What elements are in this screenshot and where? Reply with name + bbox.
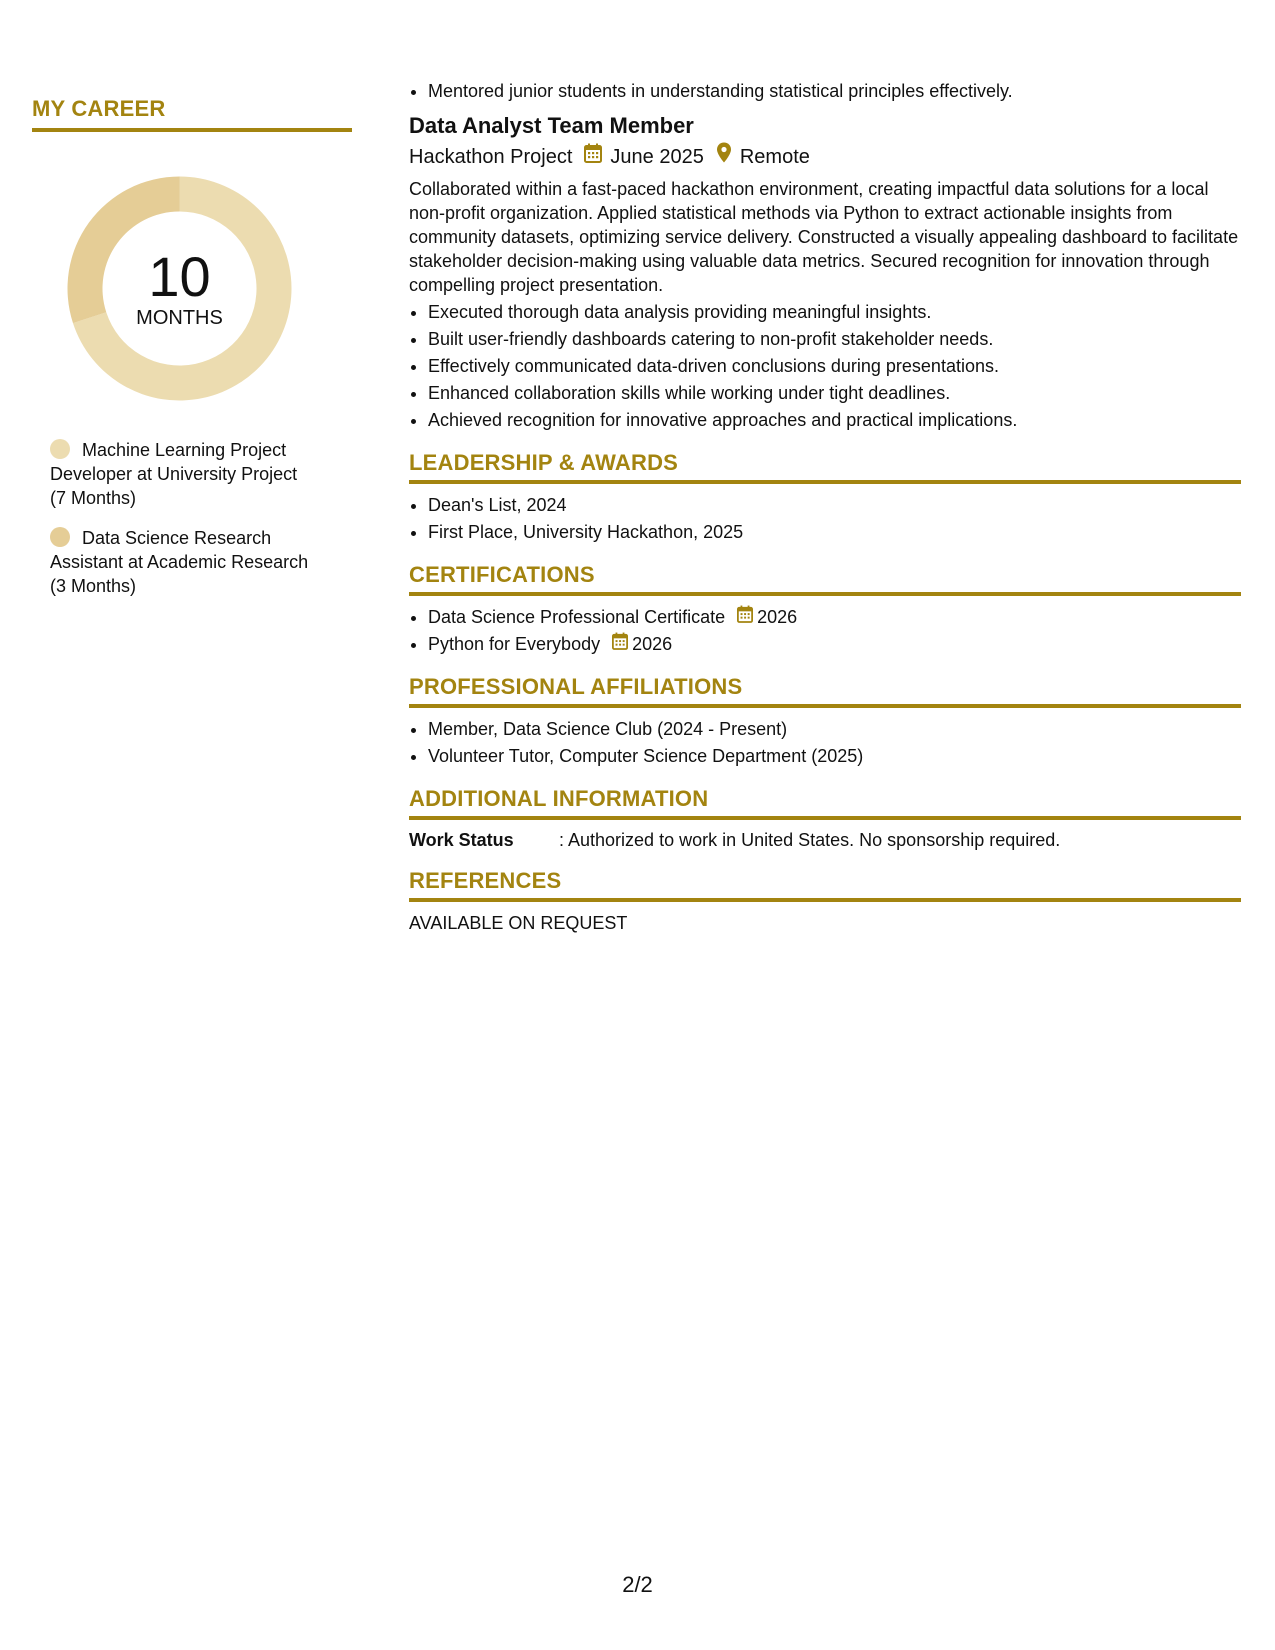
bullet-item: • Enhanced collaboration skills while working under tight deadlines. — [428, 380, 1241, 407]
job-company: Hackathon Project — [409, 146, 573, 168]
legend-label: Data Science Research Assistant at Academic Research — [50, 528, 309, 572]
references-heading: REFERENCES — [409, 868, 1241, 902]
certification-year: 2026 — [757, 607, 798, 627]
career-legend — [50, 438, 340, 614]
bullet-item: • Mentored junior students in understanding statistical principles effectively. — [428, 78, 1241, 105]
references-text: AVAILABLE ON REQUEST — [409, 913, 628, 933]
leadership-heading: LEADERSHIP & AWARDS — [409, 450, 1241, 484]
legend-label: Machine Learning Project Developer at University Project — [50, 440, 298, 484]
additional-info-heading: ADDITIONAL INFORMATION — [409, 786, 1241, 820]
career-heading: MY CAREER — [32, 96, 352, 132]
job-description: Collaborated within a fast-paced hackathon environment, creating impactful data solutions for a local non-profit organization. Applied statistical methods via Python to extract actionable insights from community datasets, optimizing service delivery. Constructed a visually appealing dashboard to facilitate stakeholder decision-making using valuable data metrics. Secured recognition for innovation through compelling project presentation. — [409, 179, 1239, 295]
location-pin-icon — [716, 141, 732, 173]
legend-dot-icon — [50, 439, 70, 459]
legend-item — [50, 438, 340, 510]
list-item: • Volunteer Tutor, Computer Science Department (2025) — [428, 743, 1241, 770]
previous-job-bullets — [409, 78, 1241, 105]
calendar-icon — [612, 631, 628, 658]
list-item: • Member, Data Science Club (2024 - Present) — [428, 716, 1241, 743]
legend-duration: (3 Months) — [50, 576, 137, 596]
work-status-row — [409, 828, 1241, 852]
legend-duration: (7 Months) — [50, 488, 137, 508]
certification-year: 2026 — [632, 634, 673, 654]
certification-item — [428, 631, 1241, 658]
bullet-item: • Built user-friendly dashboards catering to non-profit stakeholder needs. — [428, 326, 1241, 353]
job-date: June 2025 — [610, 146, 704, 168]
donut-center — [67, 176, 292, 401]
list-item: • Dean's List, 2024 — [428, 492, 1241, 519]
bullet-item: • Achieved recognition for innovative approaches and practical implications. — [428, 407, 1241, 434]
page-number: 2/2 — [622, 1572, 653, 1597]
certifications-list — [409, 604, 1241, 658]
calendar-icon — [584, 141, 602, 173]
job-location: Remote — [739, 146, 810, 168]
job-title: Data Analyst Team Member — [409, 113, 694, 138]
certifications-heading: CERTIFICATIONS — [409, 562, 1241, 596]
affiliations-heading: PROFESSIONAL AFFILIATIONS — [409, 674, 1241, 708]
career-donut-chart — [67, 176, 292, 401]
list-item: • First Place, University Hackathon, 2025 — [428, 519, 1241, 546]
affiliations-list — [409, 716, 1241, 770]
certification-name: • Data Science Professional Certificate — [428, 607, 726, 627]
job-bullets — [409, 299, 1241, 434]
certification-item — [428, 604, 1241, 631]
job-meta — [409, 141, 1241, 173]
legend-item — [50, 526, 340, 598]
main-column — [409, 78, 1241, 936]
legend-dot-icon — [50, 527, 70, 547]
bullet-item: • Executed thorough data analysis providing meaningful insights. — [428, 299, 1241, 326]
bullet-item: • Effectively communicated data-driven conclusions during presentations. — [428, 353, 1241, 380]
donut-total-unit: MONTHS — [136, 307, 223, 329]
leadership-list — [409, 492, 1241, 546]
certification-name: • Python for Everybody — [428, 634, 601, 654]
donut-total-number: 10 — [148, 245, 211, 308]
calendar-icon — [737, 604, 753, 631]
work-status-label: Work Status — [409, 830, 514, 850]
sidebar — [32, 96, 352, 596]
work-status-value: : Authorized to work in United States. No sponsorship required. — [559, 830, 1061, 850]
